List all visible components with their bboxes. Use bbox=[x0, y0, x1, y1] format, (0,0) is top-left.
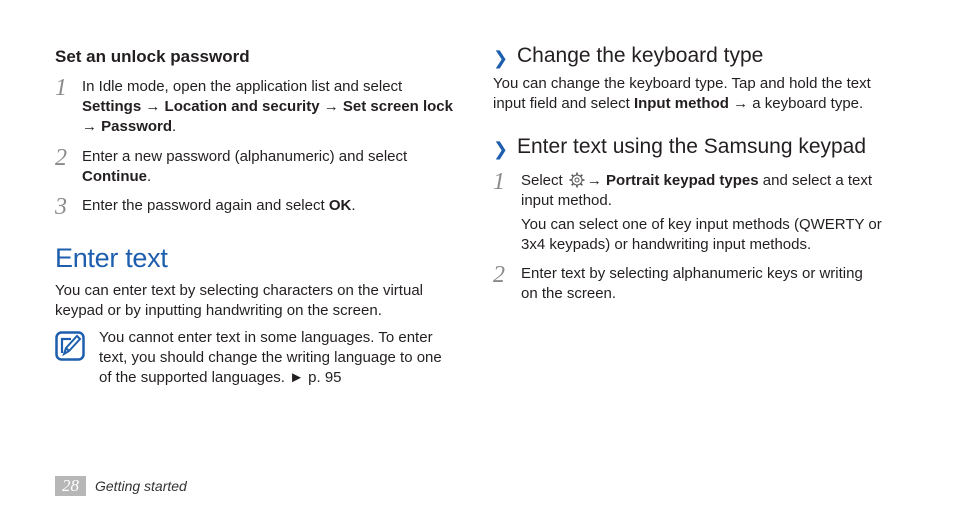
step-text: Select → Portrait keypad types and select a text input method. You can select one of key input methods (QWERTY or 3x4 keypads) or handwriting input methods. bbox=[521, 172, 882, 253]
step-number: 3 bbox=[55, 194, 67, 220]
enter-text-title: Enter text bbox=[55, 243, 168, 273]
section-chevron-icon: ❯ bbox=[493, 48, 509, 68]
unlock-password-heading: Set an unlock password bbox=[55, 47, 250, 66]
samsung-keypad-heading: Enter text using the Samsung keypad bbox=[517, 135, 867, 158]
note-text: You cannot enter text in some languages. To enter text, you should change the writing language to one of the supported languages. ► p. 95 bbox=[99, 329, 442, 386]
gear-icon bbox=[569, 172, 585, 188]
step-number: 2 bbox=[55, 145, 67, 171]
step-number: 1 bbox=[55, 75, 67, 101]
step-number: 2 bbox=[493, 262, 505, 288]
step-text: Enter the password again and select OK. bbox=[82, 197, 356, 214]
step-text: Enter text by selecting alphanumeric keys or writing on the screen. bbox=[521, 265, 863, 302]
step-text: Enter a new password (alphanumeric) and select Continue. bbox=[82, 148, 408, 185]
note-pencil-icon bbox=[55, 331, 85, 361]
section-chevron-icon: ❯ bbox=[493, 139, 509, 159]
keyboard-type-heading: Change the keyboard type bbox=[517, 44, 764, 67]
section-label: Getting started bbox=[95, 478, 187, 494]
step-number: 1 bbox=[493, 169, 505, 195]
keyboard-type-text: You can change the keyboard type. Tap and hold the text input field and select Input method → a keyboard type. bbox=[493, 75, 871, 112]
step-text: In Idle mode, open the application list and select Settings → Location and security → Set screen lock → Password. bbox=[82, 78, 453, 135]
page-number: 28 bbox=[55, 476, 86, 496]
enter-text-intro: You can enter text by selecting characters on the virtual keypad or by inputting handwriting on the screen. bbox=[55, 282, 423, 319]
